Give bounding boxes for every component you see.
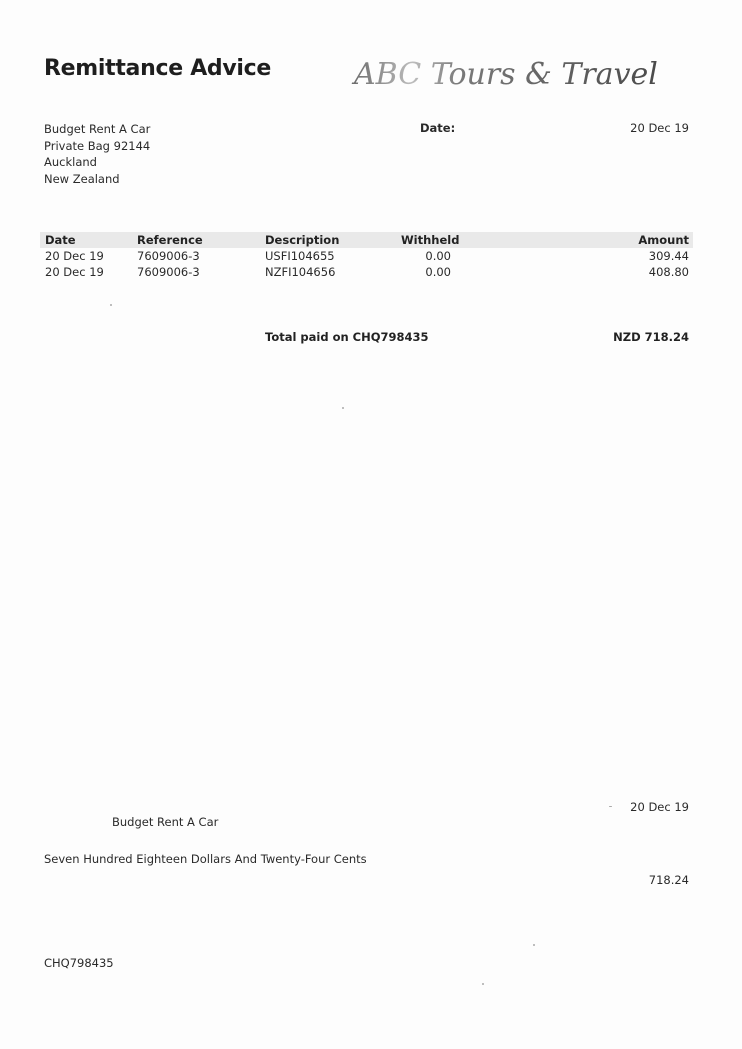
recipient-address (44, 121, 150, 187)
col-header-withheld: Withheld (401, 233, 460, 247)
cheque-number: CHQ798435 (44, 956, 114, 970)
scan-speck (533, 944, 535, 946)
total-label: Total paid on CHQ798435 (265, 330, 429, 344)
scan-speck (482, 983, 484, 985)
page-title: Remittance Advice (44, 56, 272, 81)
scan-speck (609, 806, 612, 807)
col-header-amount: Amount (638, 233, 689, 247)
col-header-date: Date (45, 233, 76, 247)
scan-speck (110, 304, 112, 306)
cheque-payee: Budget Rent A Car (112, 815, 219, 829)
company-logo (350, 50, 690, 96)
row2-date: 20 Dec 19 (45, 265, 104, 279)
col-header-reference: Reference (137, 233, 203, 247)
row1-amount: 309.44 (648, 249, 689, 263)
logo-text: ABC Tours & Travel (354, 57, 658, 92)
row2-withheld: 0.00 (425, 265, 451, 279)
row1-date: 20 Dec 19 (45, 249, 104, 263)
date-label: Date: (420, 121, 456, 135)
recipient-address-line1: Private Bag 92144 (44, 138, 151, 153)
scan-speck (342, 407, 344, 409)
recipient-country: New Zealand (44, 171, 120, 186)
row1-withheld: 0.00 (425, 249, 451, 263)
row1-reference: 7609006-3 (137, 249, 200, 263)
total-value: NZD 718.24 (613, 330, 689, 344)
cheque-amount-words: Seven Hundred Eighteen Dollars And Twenty-Four Cents (44, 852, 367, 866)
col-header-description: Description (265, 233, 340, 247)
cheque-amount: 718.24 (648, 873, 689, 887)
cheque-date: 20 Dec 19 (630, 800, 689, 814)
recipient-name: Budget Rent A Car (44, 122, 151, 136)
date-value: 20 Dec 19 (630, 121, 689, 135)
recipient-city: Auckland (44, 155, 97, 169)
row2-amount: 408.80 (648, 265, 689, 279)
row1-description: USFI104655 (265, 249, 335, 263)
row2-reference: 7609006-3 (137, 265, 200, 279)
row2-description: NZFI104656 (265, 265, 336, 279)
